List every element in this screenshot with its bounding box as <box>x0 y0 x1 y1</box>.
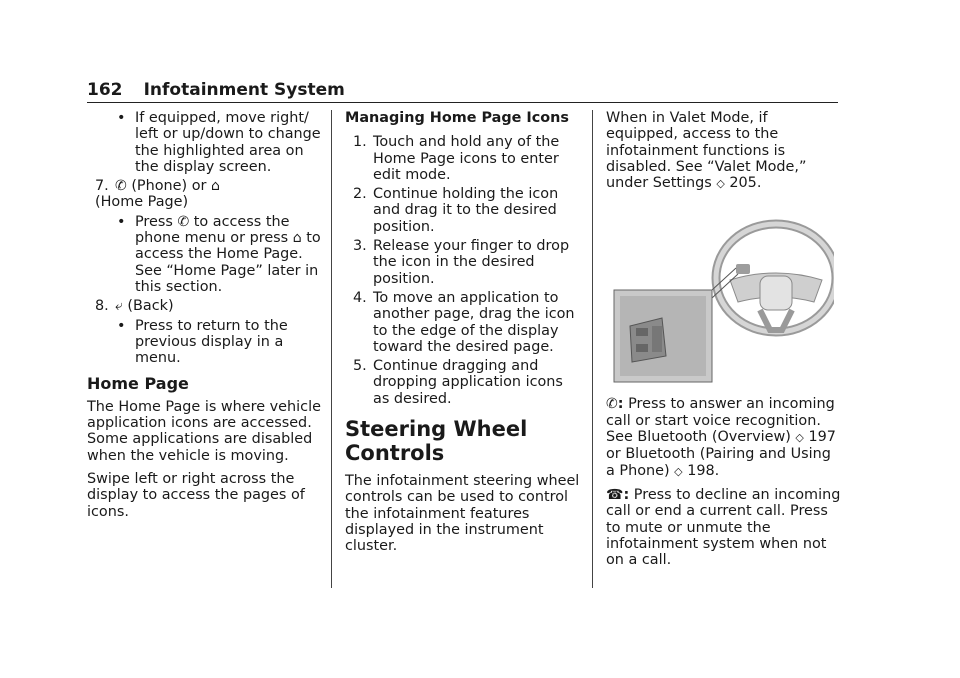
answer-call-icon: ✆ <box>606 396 618 413</box>
paragraph-text: When in Valet Mode, if equipped, access to the infotainment functions is disabled. See “Valet Mode,” under Settings <box>606 110 807 192</box>
column-divider <box>592 110 593 588</box>
list-item <box>87 214 323 295</box>
list-item <box>345 358 581 407</box>
paragraph-text: Bluetooth (Pairing and Using a Phone) <box>606 446 831 479</box>
bullet-text: If equipped, move right/ left or up/down to change the highlighted area on the display screen. <box>135 110 321 175</box>
paragraph-valet <box>606 110 842 192</box>
list-item <box>345 238 581 287</box>
bullet-text: Press <box>135 213 173 230</box>
list-item <box>345 186 581 235</box>
steering-wheel-figure <box>610 206 834 386</box>
bullet-text: to access the Home Page. See “Home Page” later in this section. <box>135 230 321 295</box>
item-label: (Home Page) <box>95 194 189 211</box>
back-icon: ⤶ <box>115 298 123 315</box>
bullet-text: Press to return to the previous display in a menu. <box>135 317 288 367</box>
step-number: 4. <box>353 289 367 306</box>
paragraph: The infotainment steering wheel controls can be used to control the infotainment features displayed in the instrument cluster. <box>345 473 580 555</box>
item-label: (Back) <box>127 298 174 315</box>
heading-steering-wheel-controls: Steering Wheel Controls <box>345 417 528 466</box>
list-item <box>345 134 581 183</box>
reference-arrow-icon: ◇ <box>795 431 804 445</box>
page-header <box>87 80 838 103</box>
list-item <box>87 110 323 175</box>
home-icon: ⌂ <box>211 178 220 195</box>
column-divider <box>331 110 332 588</box>
phone-icon: ✆ <box>177 213 190 230</box>
paragraph-decline <box>606 487 842 568</box>
paragraph: Swipe left or right across the display to access the pages of icons. <box>87 470 305 520</box>
bullet-text: to access the phone menu or press <box>135 213 290 247</box>
item-number: 7. <box>95 178 109 195</box>
icon-label: : <box>617 396 624 413</box>
list-item <box>87 318 323 367</box>
paragraph-text: Press to decline an incoming call or end a current call. Press to mute or unmute the infotainment system when not on a call. <box>606 486 841 569</box>
step-text: Release your finger to drop the icon in the desired position. <box>373 238 570 287</box>
item-number: 8. <box>95 298 109 315</box>
phone-icon: ✆ <box>115 178 127 195</box>
page-number: 162 <box>87 80 123 100</box>
step-text: Touch and hold any of the Home Page icons to enter edit mode. <box>373 134 560 183</box>
numbered-item-8 <box>87 298 323 314</box>
home-icon: ⌂ <box>292 230 302 247</box>
numbered-item-7 <box>87 178 323 211</box>
reference-arrow-icon: ◇ <box>674 464 683 478</box>
column-1 <box>87 110 323 527</box>
reference-arrow-icon: ◇ <box>716 177 725 191</box>
item-label: (Phone) or <box>131 178 207 195</box>
decline-call-icon: ☎ <box>606 486 624 503</box>
icon-label: : <box>623 486 630 503</box>
step-number: 5. <box>353 358 367 375</box>
step-text: Continue dragging and dropping application icons as desired. <box>373 358 563 407</box>
column-2 <box>345 110 581 562</box>
step-number: 3. <box>353 238 367 255</box>
paragraph-answer <box>606 396 842 479</box>
subheading-managing-icons: Managing Home Page Icons <box>345 110 569 126</box>
steering-wheel-illustration <box>610 206 834 386</box>
paragraph: The Home Page is where vehicle application icons are accessed. Some applications are disabled when the vehicle is moving. <box>87 398 321 464</box>
page-reference: 198. <box>687 462 720 479</box>
paragraph-text: Press to answer an incoming call or start voice recognition. See Bluetooth (Overview) <box>606 396 835 446</box>
step-text: Continue holding the icon and drag it to the desired position. <box>373 186 559 235</box>
column-3 <box>606 110 842 575</box>
page-reference: 205. <box>729 175 762 192</box>
section-title: Infotainment System <box>143 80 345 100</box>
step-number: 2. <box>353 186 367 203</box>
step-number: 1. <box>353 134 367 151</box>
page-reference: 197 or <box>606 429 836 463</box>
step-text: To move an application to another page, drag the icon to the edge of the display toward the desired page. <box>373 289 575 355</box>
subheading-home-page: Home Page <box>87 374 189 394</box>
list-item <box>345 290 581 355</box>
